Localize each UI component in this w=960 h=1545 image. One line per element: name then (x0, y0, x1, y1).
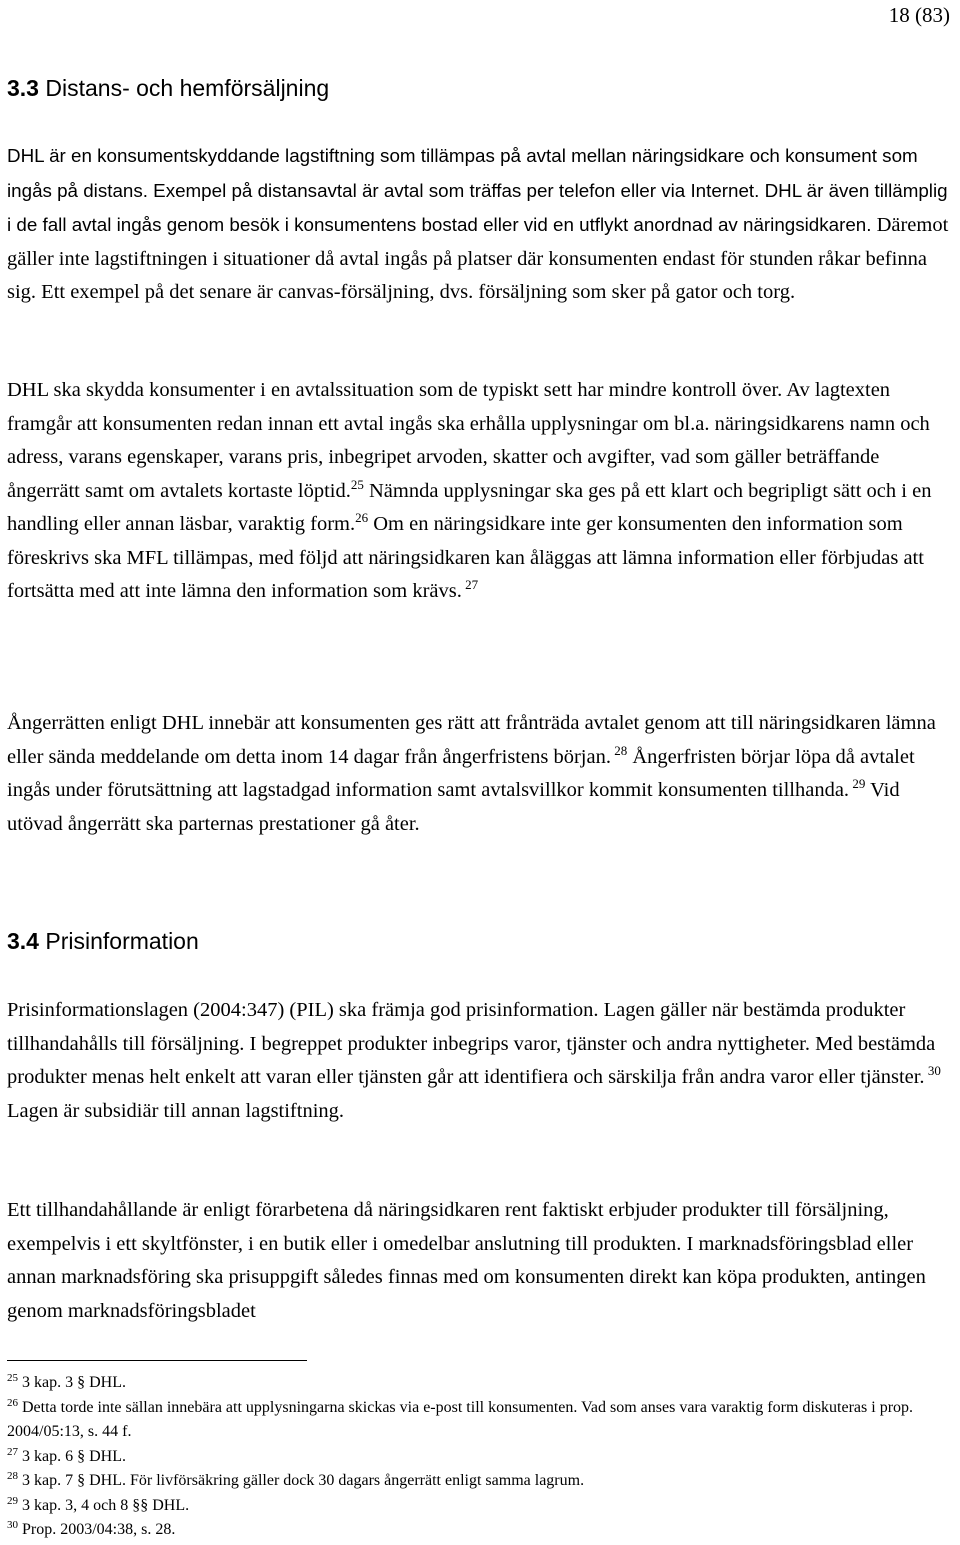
footnote-number: 28 (7, 1470, 18, 1482)
paragraph-text: Vid utövad ångerrätt ska parternas prestationer gå åter. (7, 779, 900, 835)
footnote-ref-29[interactable]: 29 (849, 776, 866, 791)
footnote-25 (7, 1371, 955, 1396)
footnote-ref-27[interactable]: 27 (461, 577, 479, 592)
paragraph-text: DHL ska skydda konsumenter i en avtalssituation som de typiskt sett har mindre kontroll över. Av lagtexten framgår att konsumenten redan innan ett avtal ingås ska erhålla upplysningar om bl.a. näringsidkarens namn och adress, varans egenskaper, varans pris, inbegripet arvoden, skatter och avgifter, vad som gäller beträffande ångerrätt samt om avtalets kortaste löptid. (7, 379, 930, 502)
paragraph-text: Ett tillhandahållande är enligt förarbetena då näringsidkaren rent faktiskt erbjuder produkter till försäljning, exempelvis i ett skyltfönster, i en butik eller i omedelbar anslutning till produkten. I marknadsföringsblad eller annan marknadsföring ska prisuppgift således finnas med om konsumenten direkt kan köpa produkten, antingen genom marknadsföringsbladet (7, 1199, 926, 1322)
section-title: Prisinformation (45, 928, 199, 954)
footnote-number: 25 (7, 1372, 18, 1384)
section-heading-3-4 (7, 927, 199, 955)
paragraph-tillhandahallande (7, 1194, 955, 1328)
footnote-ref-26[interactable]: 26 (355, 510, 369, 525)
footnote-text: Detta torde inte sällan innebära att upplysningarna skickas via e-post till konsumenten. Vad som anses vara varaktig form diskuteras i prop. 2004/05:13, s. 44 f. (7, 1398, 914, 1440)
footnote-30 (7, 1518, 955, 1543)
paragraph-text: Lagen är subsidiär till annan lagstiftning. (7, 1099, 345, 1122)
paragraph-text: Ångerfristen börjar löpa då avtalet ingås under förutsättning att lagstadgad information samt avtalsvillkor kommit konsumenten tillhanda. (7, 745, 915, 801)
paragraph-angerratt (7, 707, 955, 841)
footnote-29 (7, 1494, 955, 1519)
footnote-number: 27 (7, 1445, 18, 1458)
paragraph-dhl-intro (7, 139, 955, 310)
footnote-text: 3 kap. 3, 4 och 8 §§ DHL. (18, 1496, 190, 1514)
paragraph-text-sans: DHL är en konsumentskyddande lagstiftning som tillämpas på avtal mellan näringsidkare och konsument som ingås på distans. Exempel på distansavtal är avtal som träffas per telefon eller via Internet. DHL är även tillämplig i de fall avtal ingås genom besök i konsumentens bostad eller vid en utflykt anordnad av näringsidkaren. (7, 145, 948, 235)
page-number: 18 (83) (888, 3, 950, 27)
paragraph-text: Nämnda upplysningar ska ges på ett klart och begripligt sätt och i en handling eller annan läsbar, varaktig form. (7, 479, 932, 535)
paragraph-text: Prisinformationslagen (2004:347) (PIL) ska främja god prisinformation. Lagen gäller när bestämda produkter tillhandahålls till försäljning. I begreppet produkter inbegrips varor, tjänster och andra nyttigheter. Med bestämda produkter menas helt enkelt att varan eller tjänsten går att identifiera och särskilja från andra varor eller tjänster. (7, 999, 936, 1088)
section-number: 3.4 (7, 928, 39, 954)
paragraph-prisinformation (7, 994, 955, 1128)
footnote-number: 29 (7, 1494, 18, 1507)
section-heading-3-3 (7, 74, 329, 102)
footnote-text: 3 kap. 3 § DHL. (18, 1374, 126, 1391)
footnote-26 (7, 1396, 955, 1445)
footnote-ref-30[interactable]: 30 (924, 1063, 941, 1078)
paragraph-text: Ångerrätten enligt DHL innebär att konsumenten ges rätt att frånträda avtalet genom att till näringsidkaren lämna eller sända meddelande om detta inom 14 dagar från ångerfristens början. (7, 712, 936, 768)
footnote-text: 3 kap. 7 § DHL. För livförsäkring gäller dock 30 dagars ångerrätt enligt samma lagrum. (18, 1472, 585, 1489)
footnote-27 (7, 1445, 955, 1470)
paragraph-text: Om en näringsidkare inte ger konsumenten den information som föreskrivs ska MFL tillämpas, med följd att näringsidkaren kan åläggas att lämna information eller förbjudas att fortsätta med att inte lämna den information som krävs. (7, 513, 924, 602)
footnote-number: 30 (7, 1519, 18, 1531)
footnote-separator (7, 1360, 307, 1361)
footnotes (7, 1371, 955, 1543)
section-title: Distans- och hemförsäljning (45, 75, 330, 101)
section-number: 3.3 (7, 75, 39, 101)
footnote-number: 26 (7, 1396, 18, 1409)
footnote-ref-28[interactable]: 28 (610, 742, 628, 758)
footnote-text: 3 kap. 6 § DHL. (18, 1447, 126, 1465)
paragraph-dhl-protection (7, 374, 955, 609)
footnote-28 (7, 1469, 955, 1494)
paragraph-text: Däremot gäller inte lagstiftningen i situationer då avtal ingås på platser där konsumenten endast för stunden råkar befinna sig. Ett exempel på det senare är canvas-försäljning, dvs. försäljning som sker på gator och torg. (7, 214, 949, 303)
footnote-text: Prop. 2003/04:38, s. 28. (18, 1521, 176, 1538)
footnote-ref-25[interactable]: 25 (350, 476, 364, 492)
